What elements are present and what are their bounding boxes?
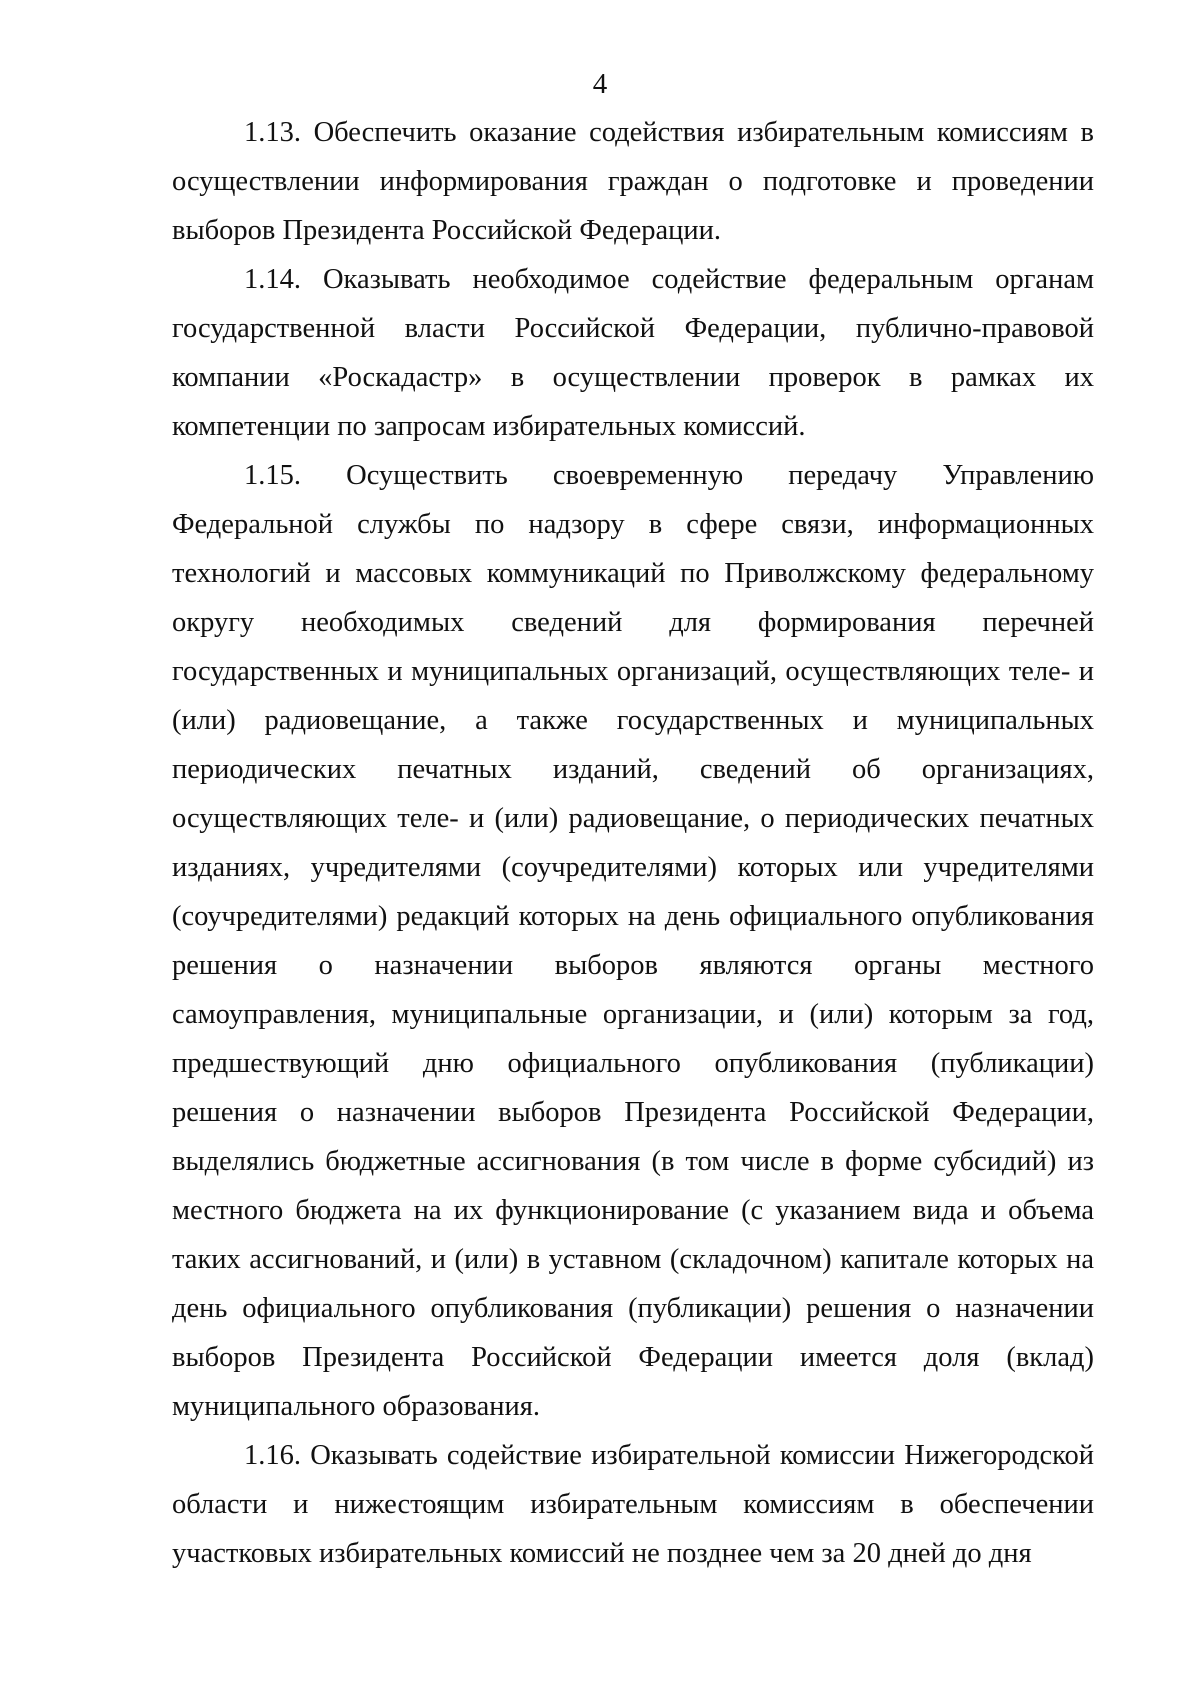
paragraph-1-14: 1.14. Оказывать необходимое содействие федеральным органам государственной власти Российской Федерации, публично-правовой компании «Роскадастр» в осуществлении проверок в рамках их компетенции по запросам избирательных комиссий.	[172, 264, 1094, 442]
paragraph-1-16: 1.16. Оказывать содействие избирательной комиссии Нижегородской области и нижестоящим избирательным комиссиям в обеспечении участковых избирательных комиссий не позднее чем за 20 дней до дня	[172, 1440, 1094, 1569]
document-body	[172, 108, 1094, 1578]
paragraph-1-13: 1.13. Обеспечить оказание содействия избирательным комиссиям в осуществлении информирования граждан о подготовке и проведении выборов Президента Российской Федерации.	[172, 117, 1094, 246]
page-number: 4	[592, 68, 608, 100]
paragraph-1-15: 1.15. Осуществить своевременную передачу Управлению Федеральной службы по надзору в сфере связи, информационных технологий и массовых коммуникаций по Приволжскому федеральному округу необходимых сведений для формирования перечней государственных и муниципальных организаций, осуществляющих теле- и (или) радиовещание, а также государственных и муниципальных периодических печатных изданий, сведений об организациях, осуществляющих теле- и (или) радиовещание, о периодических печатных изданиях, учредителями (соучредителями) которых или учредителями (соучредителями) редакций которых на день официального опубликования решения о назначении выборов являются органы местного самоуправления, муниципальные организации, и (или) которым за год, предшествующий дню официального опубликования (публикации) решения о назначении выборов Президента Российской Федерации, выделялись бюджетные ассигнования (в том числе в форме субсидий) из местного бюджета на их функционирование (с указанием вида и объема таких ассигнований, и (или) в уставном (складочном) капитале которых на день официального опубликования (публикации) решения о назначении выборов Президента Российской Федерации имеется доля (вклад) муниципального образования.	[172, 460, 1094, 1422]
